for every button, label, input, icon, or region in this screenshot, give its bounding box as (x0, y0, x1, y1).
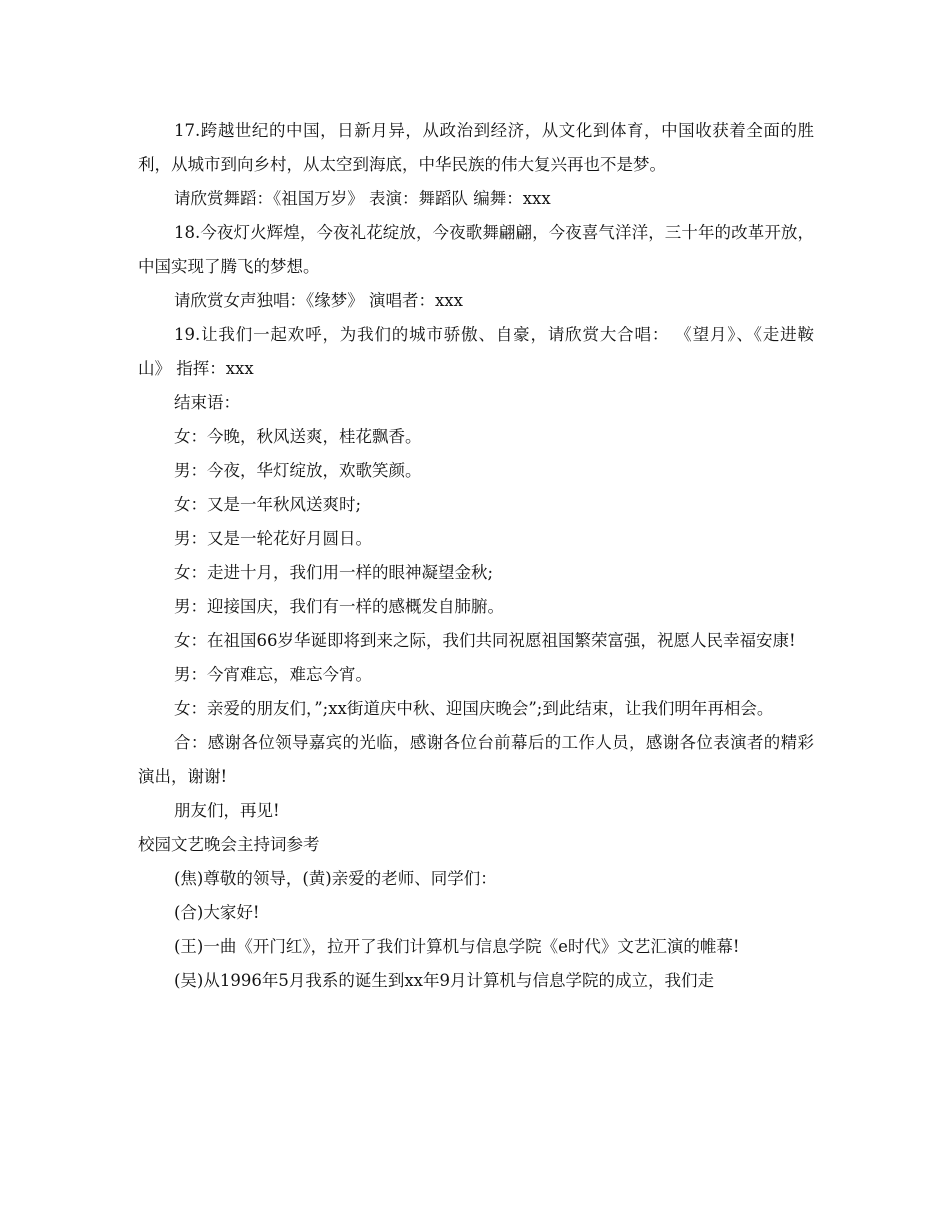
paragraph: 18.今夜灯火辉煌，今夜礼花绽放，今夜歌舞翩翩，今夜喜气洋洋，三十年的改革开放，中国实现了腾飞的梦想。 (138, 223, 814, 276)
paragraph: 合：感谢各位领导嘉宾的光临，感谢各位台前幕后的工作人员，感谢各位表演者的精彩演出，谢谢! (138, 733, 814, 786)
paragraph: 女：今晚，秋风送爽，桂花飘香。 (174, 427, 422, 446)
paragraph: (吴)从1996年5月我系的诞生到xx年9月计算机与信息学院的成立，我们走 (174, 971, 714, 990)
paragraph: 女：又是一年秋风送爽时; (174, 495, 362, 514)
paragraph: 男：迎接国庆，我们有一样的感概发自肺腑。 (174, 597, 504, 616)
paragraph: 男：今夜，华灯绽放，欢歌笑颜。 (174, 461, 422, 480)
paragraph: 女：亲爱的朋友们，”;xx街道庆中秋、迎国庆晚会”;到此结束，让我们明年再相会。 (174, 699, 774, 718)
document-body (138, 114, 814, 998)
paragraph: 请欣赏女声独唱：《缘梦》 演唱者：xxx (174, 291, 463, 310)
section-heading: 校园文艺晚会主持词参考 (138, 835, 320, 854)
paragraph: 结束语： (174, 393, 240, 412)
paragraph: (焦)尊敬的领导，(黄)亲爱的老师、同学们： (174, 869, 497, 888)
paragraph: (合)大家好! (174, 903, 260, 922)
paragraph: 17.跨越世纪的中国，日新月异，从政治到经济，从文化到体育，中国收获着全面的胜利，从城市到向乡村，从太空到海底，中华民族的伟大复兴再也不是梦。 (138, 121, 814, 174)
paragraph: 请欣赏舞蹈：《祖国万岁》 表演：舞蹈队 编舞：xxx (174, 189, 551, 208)
paragraph: 朋友们，再见! (174, 801, 280, 820)
paragraph: 男：又是一轮花好月圆日。 (174, 529, 372, 548)
paragraph: 19.让我们一起欢呼，为我们的城市骄傲、自豪，请欣赏大合唱： 《望月》、《走进鞍山》 指挥：xxx (138, 325, 814, 378)
paragraph: (王)一曲《开门红》，拉开了我们计算机与信息学院《e时代》文艺汇演的帷幕! (174, 937, 740, 956)
paragraph: 女：走进十月，我们用一样的眼神凝望金秋; (174, 563, 494, 582)
paragraph: 女：在祖国66岁华诞即将到来之际，我们共同祝愿祖国繁荣富强，祝愿人民幸福安康! (174, 631, 796, 650)
paragraph: 男：今宵难忘，难忘今宵。 (174, 665, 372, 684)
